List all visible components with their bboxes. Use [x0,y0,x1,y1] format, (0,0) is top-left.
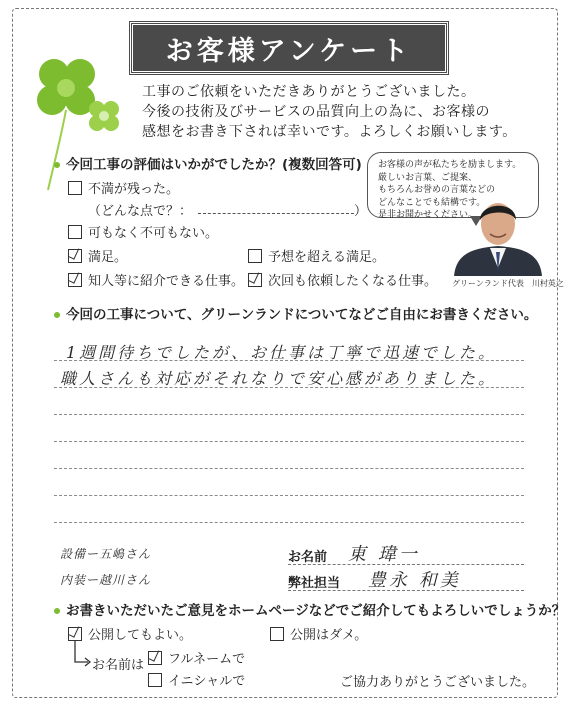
checkbox-dissatisfied[interactable] [68,181,82,195]
president-caption: グリーンランド代表 川村英之 [452,279,564,288]
intro-text [142,82,542,142]
checkbox-request-again[interactable] [248,273,262,287]
option-request-again[interactable] [248,270,437,289]
option-label: 公開してもよい。 [88,628,193,643]
checkbox-recommendable[interactable] [68,273,82,287]
option-label: イニシャルで [168,674,246,689]
option-label: 次回も依頼したくなる仕事。 [268,274,438,289]
option-recommendable[interactable] [68,270,244,289]
handwritten-note: 内装ー越川さん [60,573,152,587]
page-title: お客様アンケート [130,22,448,74]
bubble-line: 是非お聞かせください。 [378,210,478,220]
option-dissatisfied[interactable] [68,178,179,197]
handwritten-answer-line: 職人さんも対応がそれなりで安心感がありました。 [60,369,498,388]
bubble-line: もちろんお誉めの言葉などの [378,185,496,195]
checkbox-publish-ok[interactable] [68,627,82,641]
option-label: 公開はダメ。 [290,628,368,643]
staff-label: 弊社担当 [288,576,341,591]
option-label: 知人等に紹介できる仕事。 [88,274,245,289]
intro-line: 感想をお書き下されば幸いです。よろしくお願いします。 [142,124,517,140]
option-beyond-expectation[interactable] [248,246,385,265]
bubble-line: どんなことでも結構です。 [378,197,486,208]
option-label: 満足。 [88,250,128,265]
detail-close: ） [354,204,368,219]
checkbox-publish-ng[interactable] [270,627,284,641]
thanks-text: ご協力ありがとうございました。 [340,675,536,690]
option-initial[interactable] [148,670,245,689]
checkbox-initial[interactable] [148,673,162,687]
ruled-line [54,441,524,442]
checkbox-fullname[interactable] [148,651,162,665]
customer-name-label: お名前 [288,550,328,565]
bubble-line: 厳しいお言葉、ご提案、 [378,172,478,183]
option-label: 予想を超える満足。 [268,250,386,265]
detail-prompt-label: （どんな点で？： [88,204,193,219]
intro-line: 今後の技術及びサービスの品質向上の為に、お客様の [142,104,490,120]
checkbox-satisfied[interactable] [68,249,82,263]
handwritten-note: 設備ー五嶋さん [60,547,152,561]
checkbox-beyond-expectation[interactable] [248,249,262,263]
customer-name-value: 東 瑋一 [348,544,420,565]
bubble-line: お客様の声が私たちを励まします。 [378,160,522,170]
question-evaluation: 今回工事の評価はいかがでしたか？(複数回答可) [54,153,362,173]
ruled-line [54,495,524,496]
option-label: 不満が残った。 [88,182,180,197]
name-prefix-label: お名前は [92,658,145,673]
option-satisfied[interactable] [68,246,127,265]
intro-line: 工事のご依頼をいただきありがとうございました。 [142,84,476,100]
handwritten-answer-line: 1週間待ちでしたが、お仕事は丁寧で迅速でした。 [66,343,498,362]
president-portrait [450,192,546,276]
clover-small-icon [86,98,122,138]
option-label: 可もなく不可もない。 [88,226,219,241]
ruled-line [54,468,524,469]
question-publish: お書きいただいたご意見をホームページなどでご紹介してもよろしいでしょうか？ [54,599,565,619]
arrow-connector-icon [72,640,92,668]
ruled-line [54,414,524,415]
staff-value: 豊永 和美 [368,570,461,591]
name-prefix [92,654,144,673]
option-publish-ng[interactable] [270,624,367,643]
question-free-comment: 今回の工事について、グリーンランドについてなどご自由にお書きください。 [54,303,537,323]
detail-prompt [88,200,192,219]
ruled-line [54,522,524,523]
checkbox-neutral[interactable] [68,225,82,239]
detail-input-line[interactable] [198,213,354,214]
option-neutral[interactable] [68,222,218,241]
option-label: フルネームで [168,652,246,667]
option-fullname[interactable] [148,648,245,667]
